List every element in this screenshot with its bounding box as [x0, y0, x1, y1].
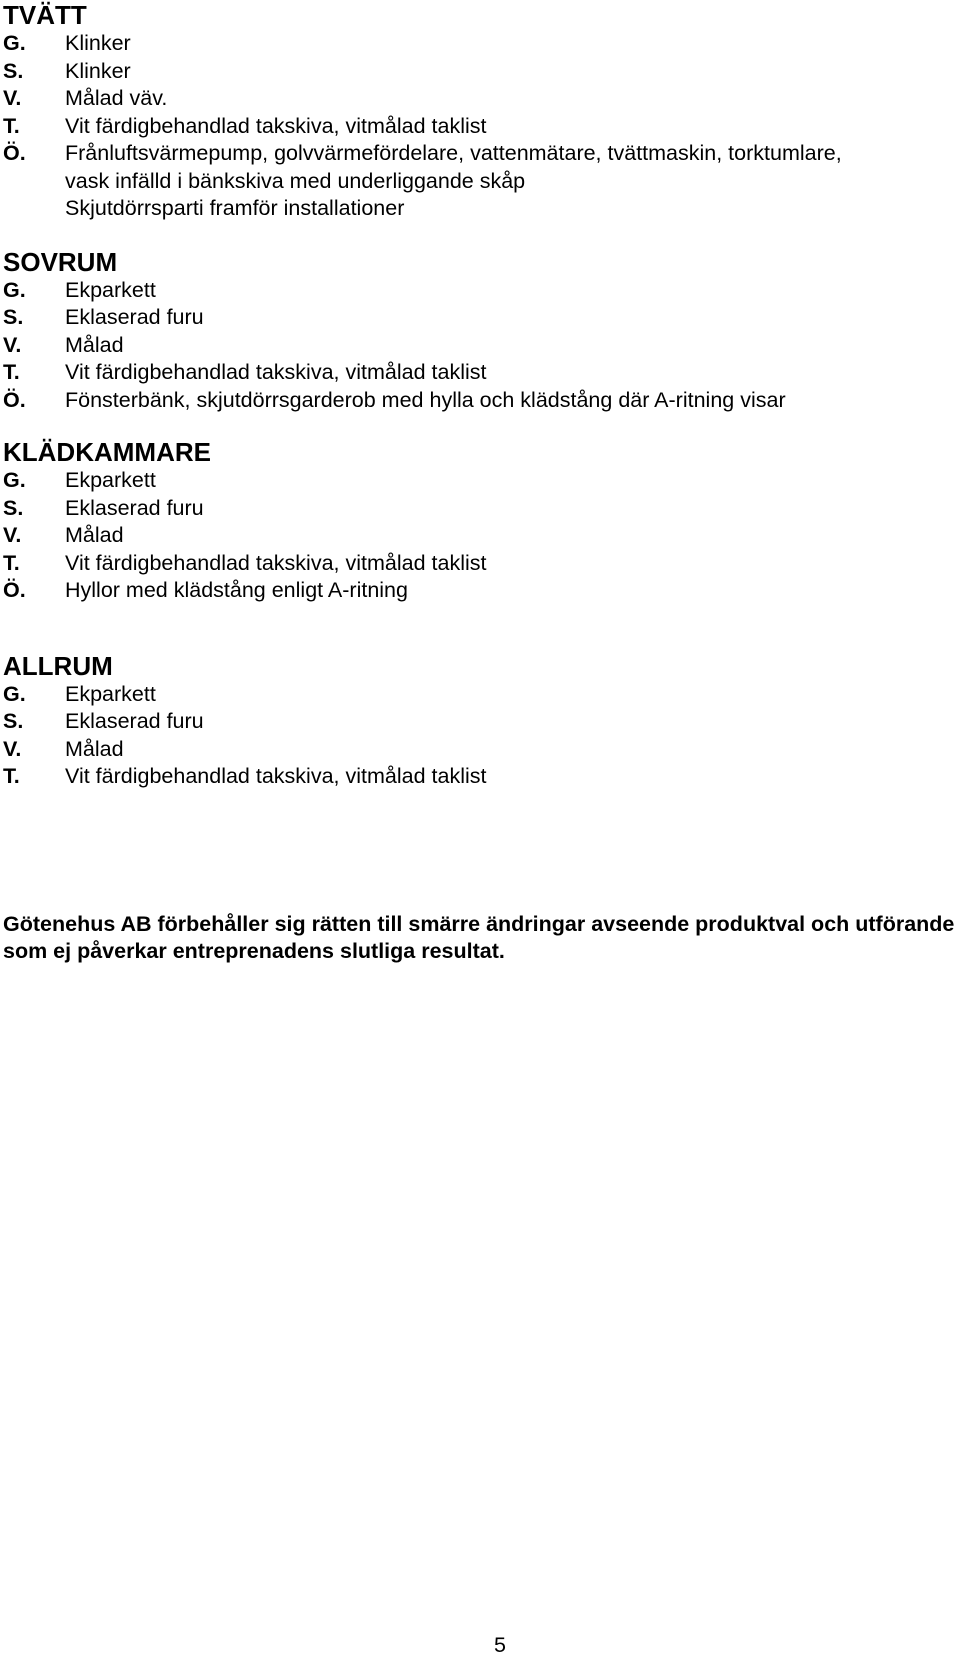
spec-row-ceiling — [3, 359, 953, 387]
spacer — [3, 223, 953, 247]
spec-code: S. — [3, 709, 24, 733]
page-number: 5 — [494, 1633, 506, 1657]
spec-text: Eklaserad furu — [65, 305, 204, 329]
spec-code: Ö. — [3, 387, 26, 412]
section-tvatt — [3, 0, 953, 223]
spec-text: Klinker — [65, 31, 131, 55]
spec-code: V. — [3, 332, 22, 357]
spec-code: G. — [3, 277, 26, 302]
spacer — [3, 414, 953, 437]
section-sovrum — [3, 247, 953, 415]
spec-text: Ekparkett — [65, 468, 156, 492]
spec-code: G. — [3, 468, 26, 492]
spec-code: G. — [3, 681, 26, 706]
spec-code: S. — [3, 495, 24, 520]
spec-code: T. — [3, 764, 20, 788]
disclaimer-text: Götenehus AB förbehåller sig rätten till smärre ändringar avseende produktval och utförande som ej påverkar entreprenadens slutliga resultat. — [3, 911, 955, 963]
spec-text: Målad — [65, 736, 124, 761]
spec-text: Vit färdigbehandlad takskiva, vitmålad taklist — [65, 113, 487, 138]
section-heading-sovrum: SOVRUM — [3, 246, 118, 277]
spec-code: Ö. — [3, 578, 26, 602]
spec-row-floor — [3, 681, 953, 709]
spec-code: T. — [3, 550, 20, 575]
spec-row-walls — [3, 522, 953, 550]
spec-text: Målad väv. — [65, 86, 168, 110]
spec-text: Vit färdigbehandlad takskiva, vitmålad taklist — [65, 550, 487, 575]
spec-text: Målad — [65, 332, 124, 357]
spec-code: V. — [3, 86, 22, 110]
spec-text: Hyllor med klädstång enligt A-ritning — [65, 578, 408, 602]
section-heading-allrum: ALLRUM — [3, 650, 113, 681]
spec-text: Vit färdigbehandlad takskiva, vitmålad taklist — [65, 764, 487, 788]
spacer — [3, 605, 953, 651]
spec-text-line: vask infälld i bänkskiva med underliggande skåp — [65, 168, 526, 193]
spec-code: T. — [3, 113, 20, 138]
spec-row-floor — [3, 467, 953, 495]
spec-row-floor — [3, 30, 953, 58]
section-allrum — [3, 651, 953, 791]
spec-row-wall — [3, 304, 953, 332]
spec-text: Ekparkett — [65, 277, 156, 302]
spec-text-line: Skjutdörrsparti framför installationer — [65, 196, 405, 220]
spec-text: Klinker — [65, 58, 131, 83]
spec-code: V. — [3, 736, 22, 761]
spec-text-line: Frånluftsvärmepump, golvvärmefördelare, vattenmätare, tvättmaskin, torktumlare, — [65, 141, 842, 165]
spec-row-other — [3, 140, 953, 223]
spec-text: Fönsterbänk, skjutdörrsgarderob med hylla och klädstång där A-ritning visar — [65, 387, 786, 412]
spec-code: T. — [3, 360, 20, 384]
spec-row-other — [3, 387, 953, 415]
spec-row-ceiling — [3, 763, 953, 791]
spec-row-walls — [3, 736, 953, 764]
section-heading-tvatt: TVÄTT — [3, 0, 87, 30]
spec-row-ceiling — [3, 113, 953, 141]
spec-row-wall — [3, 708, 953, 736]
spec-text: Vit färdigbehandlad takskiva, vitmålad taklist — [65, 360, 487, 384]
spec-row-walls — [3, 85, 953, 113]
spec-row-floor — [3, 277, 953, 305]
spec-text-multiline — [65, 140, 953, 223]
spacer — [3, 791, 953, 911]
document-page — [3, 0, 953, 966]
spec-code: S. — [3, 305, 24, 329]
spec-code: G. — [3, 31, 26, 55]
spec-text: Eklaserad furu — [65, 495, 204, 520]
spec-row-walls — [3, 332, 953, 360]
spec-text: Eklaserad furu — [65, 709, 204, 733]
spec-text: Ekparkett — [65, 681, 156, 706]
spec-row-wall — [3, 495, 953, 523]
section-heading-kladkammare: KLÄDKAMMARE — [3, 437, 211, 467]
spec-row-ceiling — [3, 550, 953, 578]
spec-code: V. — [3, 523, 22, 547]
spec-row-other — [3, 577, 953, 605]
spec-text: Målad — [65, 523, 124, 547]
spec-row-wall — [3, 58, 953, 86]
spec-code: S. — [3, 58, 24, 83]
section-kladkammare — [3, 437, 953, 605]
spec-code: Ö. — [3, 141, 26, 165]
